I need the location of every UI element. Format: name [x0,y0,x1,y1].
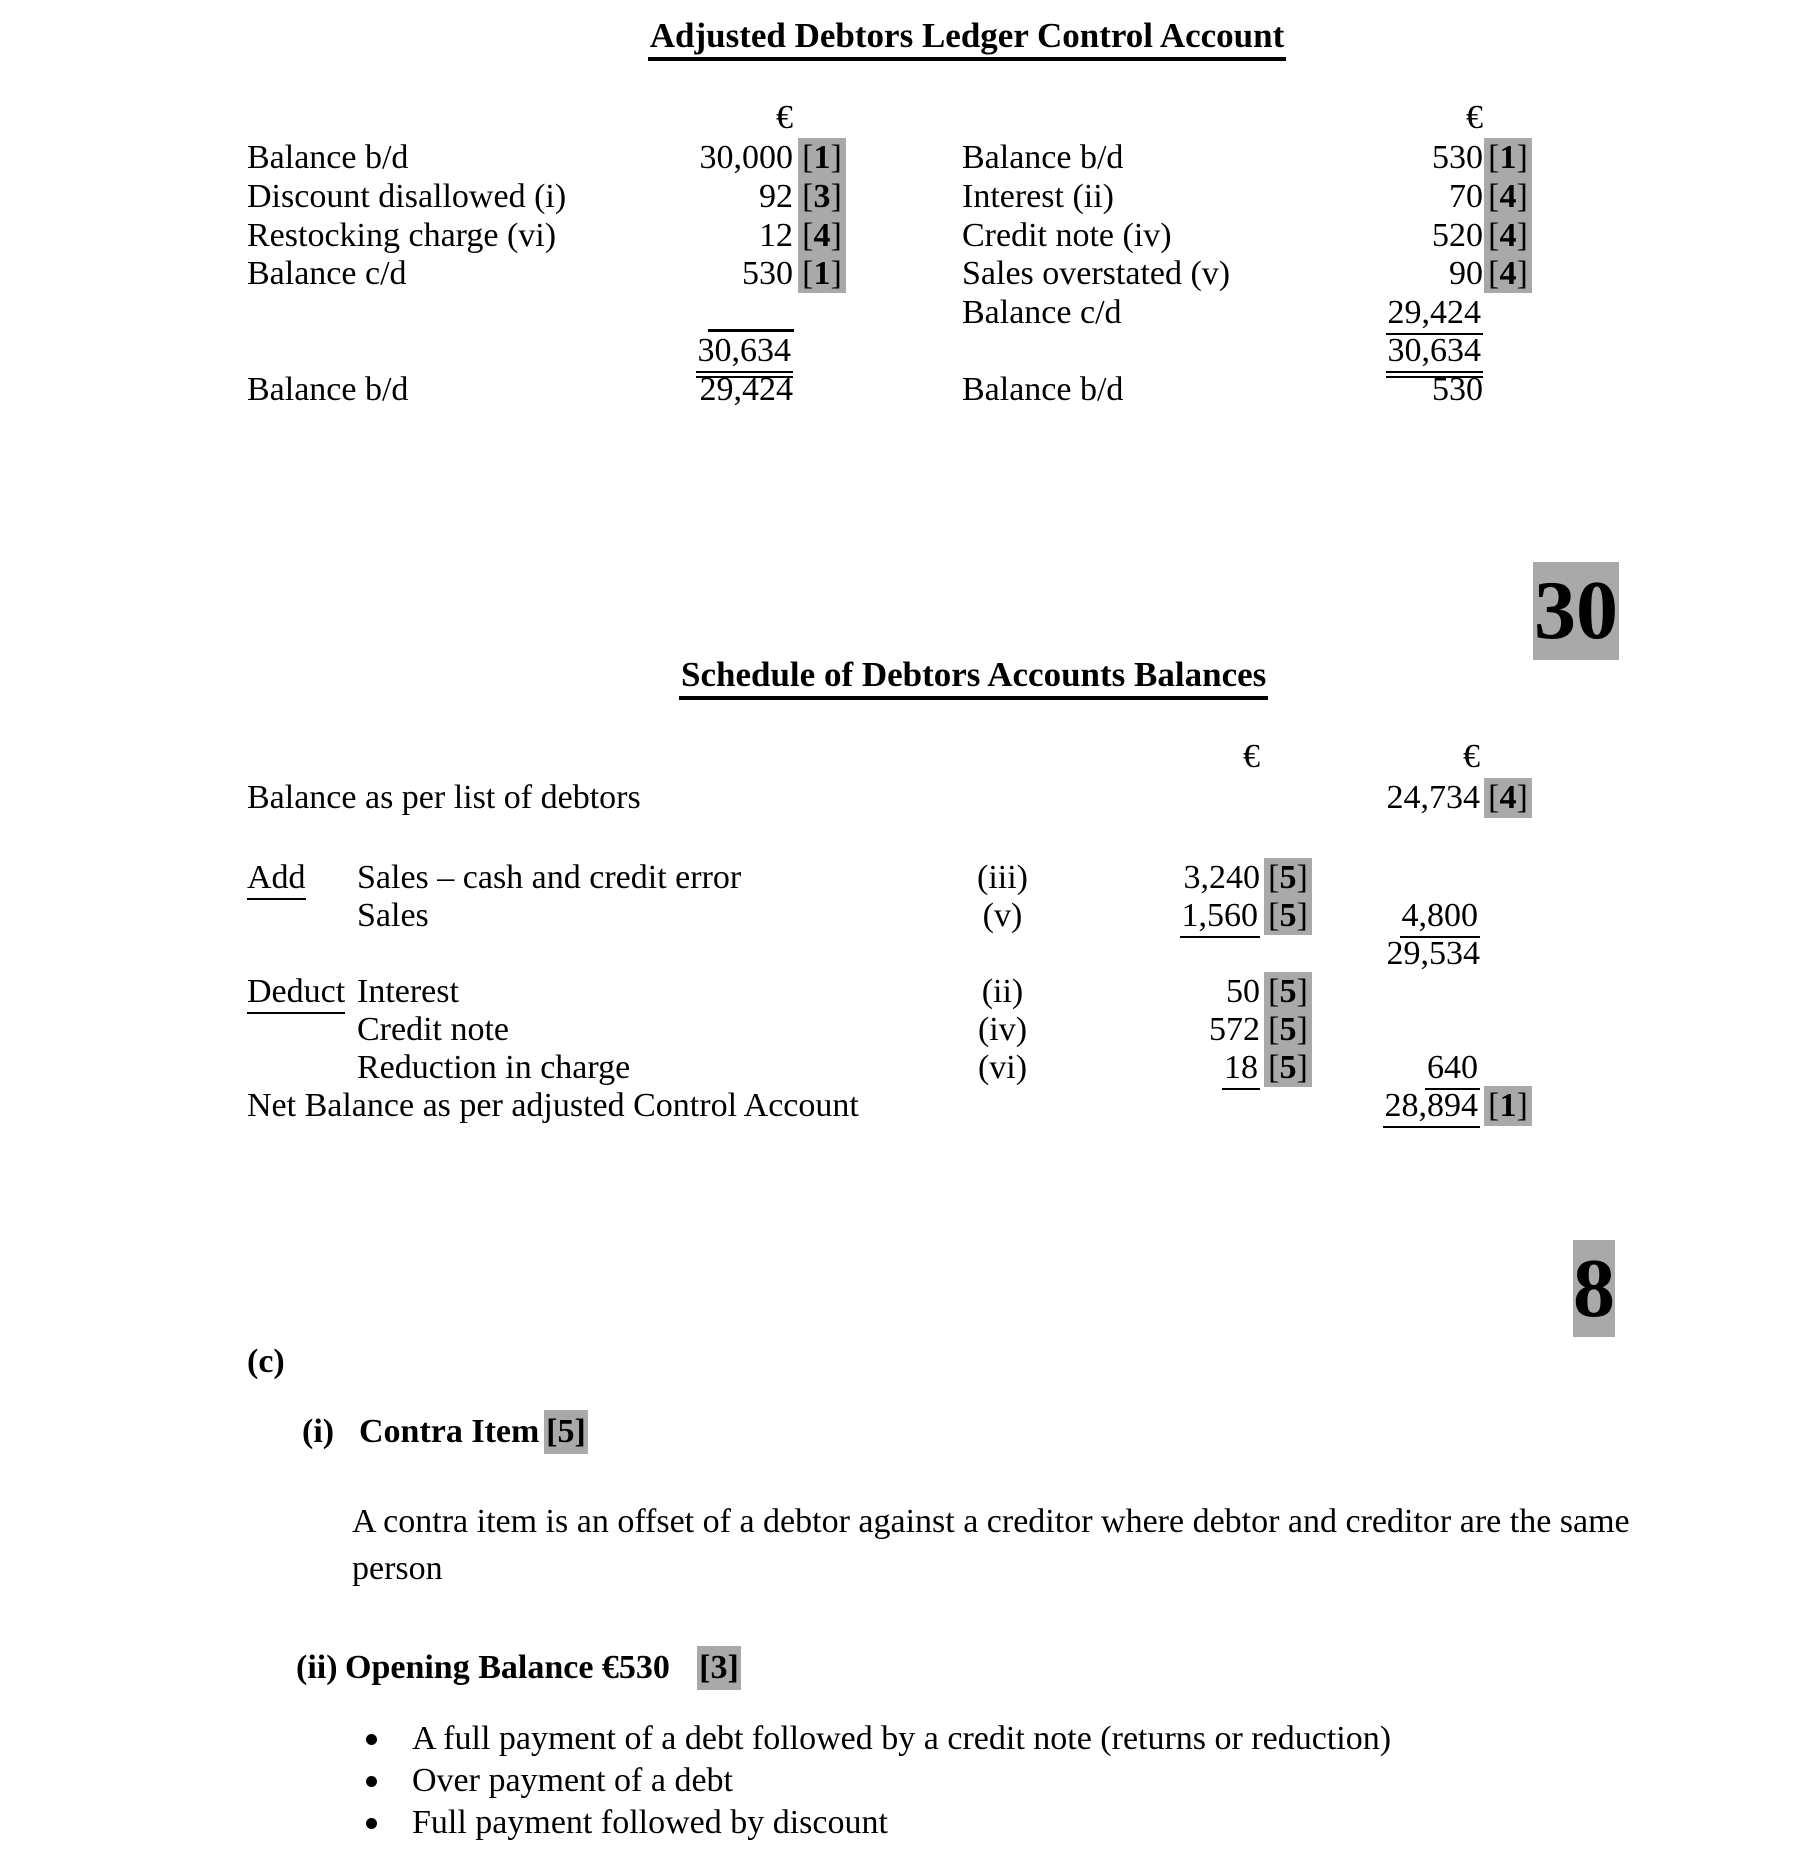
debit-row-label: Balance b/d [247,139,409,176]
credit-closing-label: Balance b/d [962,371,1124,408]
section-c-label: (c) [247,1343,285,1380]
mark-badge: [ 1 ] [798,254,846,293]
deduct-subtotal: 640 [1302,1048,1480,1090]
credit-euro-header: € [1466,99,1483,136]
mark-badge: [ 4 ] [1484,778,1532,817]
mark-badge: [ 5 ] [1264,896,1312,935]
bullet-icon [366,1776,377,1787]
deduct-row-ref: (ii) [981,973,1024,1010]
mark-badge: [ 5 ] [1264,1010,1312,1049]
credit-row-label: Balance b/d [962,139,1124,176]
part-i-body-line2: person [352,1550,443,1587]
add-subtotal: 4,800 [1302,896,1480,938]
credit-row-label: Credit note (iv) [962,217,1172,254]
credit-row-amount: 70 [1449,178,1483,215]
deduct-row-ref: (vi) [977,1049,1028,1086]
debit-row-amount: 30,000 [699,139,793,176]
debit-closing-amount: 29,424 [699,371,793,408]
add-row-amount: 3,240 [1183,859,1260,896]
mark-badge: [ 5 ] [1264,972,1312,1011]
credit-balance-cd-label: Balance c/d [962,294,1122,331]
list-item: Full payment followed by discount [366,1803,888,1842]
add-row-label: Sales [357,897,429,934]
schedule-euro-col2: € [1463,738,1480,775]
schedule-add-label: Add [247,858,347,900]
bullet-icon [366,1818,377,1829]
deduct-row-label: Interest [357,973,459,1010]
mark-badge: [ 4 ] [1484,254,1532,293]
part-i-title: Contra Item [359,1413,540,1450]
marks-total-badge-30: 30 [1533,562,1619,660]
schedule-euro-col1: € [1243,738,1260,775]
list-item: Over payment of a debt [366,1761,733,1800]
credit-row-amount: 530 [1432,139,1483,176]
debit-euro-header: € [776,99,793,136]
deduct-row-label: Reduction in charge [357,1049,631,1086]
deduct-row-ref: (iv) [977,1011,1028,1048]
part-ii-title: Opening Balance €530 [345,1649,670,1686]
mark-badge: [ 1 ] [798,138,846,177]
debit-total: 30,634 [615,331,793,373]
mark-badge: [ 5 ] [1264,858,1312,897]
credit-total: 30,634 [1305,331,1483,373]
debit-row-label: Restocking charge (vi) [247,217,557,254]
debit-row-label: Balance c/d [247,255,407,292]
credit-row-amount: 90 [1449,255,1483,292]
mark-badge: [ 5 ] [1264,1048,1312,1087]
credit-row-label: Interest (ii) [962,178,1114,215]
control-account-title: Adjusted Debtors Ledger Control Account [629,16,1305,61]
mark-badge: [ 4 ] [798,216,846,255]
schedule-opening-label: Balance as per list of debtors [247,779,641,816]
debit-closing-label: Balance b/d [247,371,409,408]
add-row-amount: 1,560 [1082,896,1260,938]
add-row-ref: (v) [982,897,1023,934]
deduct-row-amount: 572 [1209,1011,1260,1048]
debit-row-amount: 92 [759,178,793,215]
mark-badge: [ 3 ] [697,1648,741,1687]
schedule-title: Schedule of Debtors Accounts Balances [679,655,1245,700]
add-row-ref: (iii) [977,859,1028,896]
mark-badge: [ 1 ] [1484,138,1532,177]
running-total: 29,534 [1386,935,1480,972]
add-row-label: Sales – cash and credit error [357,859,742,896]
list-item: A full payment of a debt followed by a credit note (returns or reduction) [366,1719,1391,1758]
part-i-body-line1: A contra item is an offset of a debtor against a creditor where debtor and creditor are the same [352,1503,1630,1540]
credit-balance-cd-amount: 29,424 [1305,293,1483,335]
net-balance-label: Net Balance as per adjusted Control Account [247,1087,859,1124]
mark-badge: [ 1 ] [1484,1086,1532,1125]
deduct-row-amount: 50 [1226,973,1260,1010]
mark-badge: [ 4 ] [1484,177,1532,216]
credit-row-label: Sales overstated (v) [962,255,1231,292]
debit-row-amount: 530 [742,255,793,292]
debit-row-label: Discount disallowed (i) [247,178,567,215]
part-ii-number: (ii) [296,1649,338,1686]
debit-row-amount: 12 [759,217,793,254]
mark-badge: [ 3 ] [798,177,846,216]
mark-badge: [ 4 ] [1484,216,1532,255]
schedule-opening-amount: 24,734 [1386,779,1480,816]
deduct-row-amount: 18 [1082,1048,1260,1090]
bullet-icon [366,1734,377,1745]
credit-closing-amount: 530 [1432,371,1483,408]
mark-badge: [ 5 ] [544,1412,588,1451]
marks-total-badge-8: 8 [1573,1242,1615,1335]
part-i-number: (i) [302,1413,335,1450]
net-balance-amount: 28,894 [1302,1086,1480,1128]
schedule-deduct-label: Deduct [247,972,357,1014]
credit-row-amount: 520 [1432,217,1483,254]
deduct-row-label: Credit note [357,1011,510,1048]
